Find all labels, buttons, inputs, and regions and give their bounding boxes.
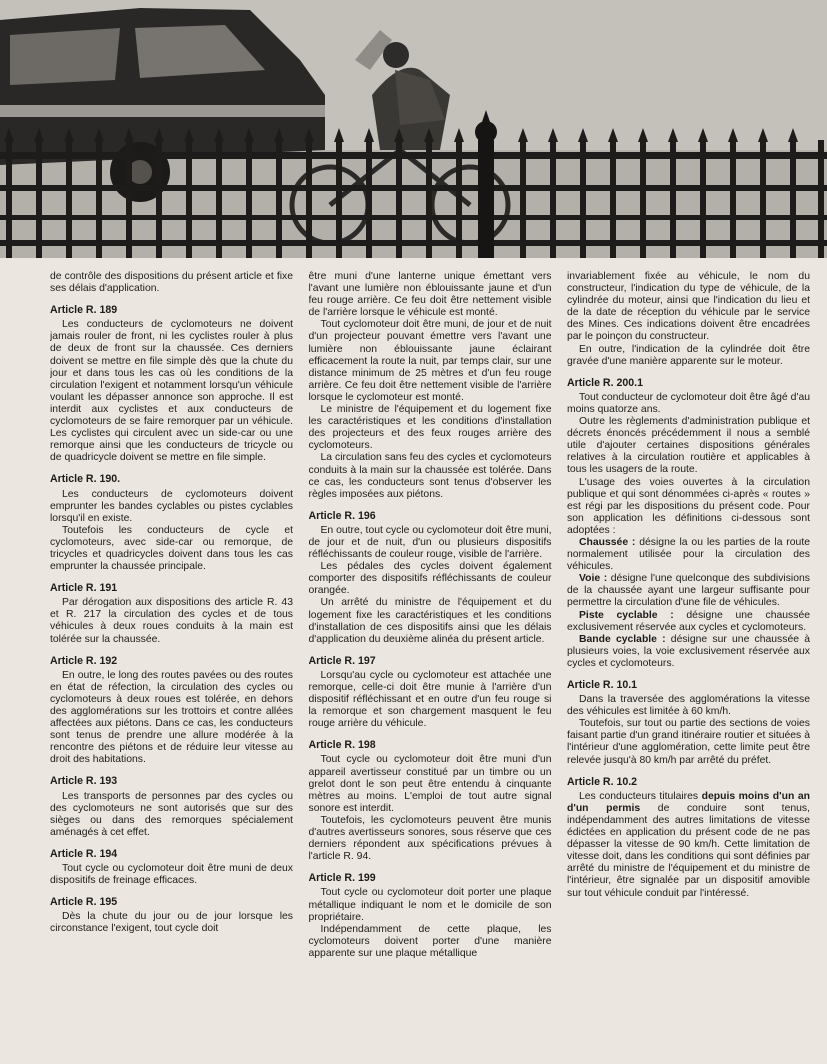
moped-railing-photo — [0, 0, 827, 258]
body-paragraph: Tout cycle ou cyclomoteur doit être muni d'un appareil avertisseur constitué par un timbre ou un grelot dont le son peut être entendu à cinquante mètres au moins. L'emploi de tout autre signal sonore est interdit. — [308, 754, 552, 814]
text-column-1 — [50, 271, 293, 1061]
article-heading: Article R. 198 — [308, 739, 376, 752]
body-paragraph: être muni d'une lanterne unique émettant vers l'avant une lumière non éblouissante jaune et d'un feu rouge arrière. Ce feu doit être nettement visible de l'arrière lorsque le véhicule est monté. — [308, 271, 552, 319]
definition-text: désigne la ou les parties de la route normalement utilisée pour la circulation des véhicules. — [567, 536, 810, 573]
emphasized-text: depuis moins d'un an d'un permis — [567, 790, 810, 814]
paragraph-lead: Les conducteurs titulaires — [579, 790, 702, 802]
article-heading: Article R. 199 — [308, 872, 376, 885]
definition-term: Piste cyclable : — [579, 609, 674, 621]
definition-term: Chaussée : — [579, 536, 636, 548]
definition-text: désigne sur une chaussée à plusieurs voies, la voie exclusivement réservée aux cycles et cyclomoteurs. — [567, 633, 810, 669]
article-heading: Article R. 10.1 — [567, 679, 638, 691]
body-paragraph: Outre les règlements d'administration publique et décrets énoncés précédemment il nous a semblé utile d'ajouter certaines dispositions générales relatives à la circulation routière et applicables à tous les usagers de la route. — [567, 416, 810, 476]
body-paragraph: Un arrêté du ministre de l'équipement et du logement fixe les caractéristiques et les conditions d'installation de ces dispositifs ainsi que les délais d'application du deuxième alinéa du présent article. — [308, 597, 552, 645]
article-heading: Article R. 10.2 — [567, 775, 638, 788]
body-paragraph: invariablement fixée au véhicule, le nom du constructeur, l'indication du type de véhicule, de la cylindrée du moteur, ainsi que l'indication du lieu et de la date de réception du véhicule par le service des Mines. Ces indications doivent être encadrées par le poinçon du constructeur. — [567, 271, 810, 343]
body-paragraph: En outre, l'indication de la cylindrée doit être gravée d'une manière apparente sur le moteur. — [567, 343, 810, 367]
body-paragraph: Indépendamment de cette plaque, les cyclomoteurs doivent porter d'une manière apparente sur une plaque métallique — [308, 923, 552, 959]
article-heading: Article R. 190. — [50, 473, 121, 486]
body-paragraph: Tout conducteur de cyclomoteur doit être âgé d'au moins quatorze ans. — [567, 391, 810, 415]
body-paragraph: Toutefois, sur tout ou partie des sections de voies faisant partie d'un grand itinéraire routier et situées à l'intérieur d'une agglomération, cette limite peut être relevée jusqu'à 80 km/h par arrêté du préfet. — [567, 718, 810, 766]
definition-paragraph — [567, 634, 810, 670]
body-paragraph: L'usage des voies ouvertes à la circulation publique et qui sont dénommées ci-après « routes » est régi par les dispositions du présent code. Pour son application les définitions ci-dessous sont adoptées : — [567, 476, 810, 536]
body-paragraph: Dès la chute du jour ou de jour lorsque les circonstance l'exigent, tout cycle doit — [50, 911, 293, 935]
article-heading: Article R. 197 — [308, 654, 376, 667]
article-heading: Article R. 195 — [50, 896, 118, 909]
body-paragraph: Tout cycle ou cyclomoteur doit porter une plaque métallique indiquant le nom et le domicile de son propriétaire. — [308, 887, 552, 923]
body-paragraph: Toutefois les conducteurs de cycle et cyclomoteurs, avec side-car ou remorque, de tricycles et quadricycles doivent dans tous les cas emprunter la chaussée principale. — [50, 524, 293, 573]
body-paragraph: Tout cyclomoteur doit être muni, de jour et de nuit d'un projecteur pouvant émettre vers l'avant une lumière non éblouissante jaune éclairant efficacement la route la nuit, par temps clair, sur une distance minimum de 25 mètres et d'un feu rouge arrière. Ce feu doit être nettement visible de l'arrière lorsque le cyclomoteur est monté. — [308, 319, 552, 403]
definition-text: désigne une chaussée exclusivement réservée aux cycles et cyclomoteurs. — [567, 609, 810, 633]
text-column-3 — [567, 271, 810, 1061]
article-heading: Article R. 193 — [50, 775, 118, 788]
definition-paragraph — [567, 573, 810, 609]
article-heading: Article R. 191 — [50, 582, 118, 595]
body-paragraph: Les pédales des cycles doivent également comporter des dispositifs réfléchissants de couleur orangée. — [308, 561, 552, 597]
article-heading: Article R. 189 — [50, 304, 118, 317]
article-heading: Article R. 196 — [308, 509, 376, 522]
body-paragraph: Les conducteurs de cyclomoteurs doivent emprunter les bandes cyclables ou pistes cyclables lorsqu'il en existe. — [50, 488, 293, 524]
article-heading: Article R. 200.1 — [567, 376, 643, 389]
body-paragraph — [567, 791, 810, 900]
paragraph-rest: de conduire sont tenus, indépendamment des autres limitations de vitesse édictées en application du présent code de ne pas dépasser la vitesse de 90 km/h. Cette limitation de vitesse doit, dans les conditions qui sont définies par arrêté du ministre de l'équipement et du ministre de l'intérieur, être signalée par un dispositif amovible sur tout véhicule conduit par l'intéressé. — [567, 802, 810, 899]
definition-paragraph — [567, 537, 810, 573]
body-paragraph: Dans la traversée des agglomérations la vitesse des véhicules est limitée à 60 km/h. — [567, 694, 810, 718]
header-photo — [0, 0, 827, 258]
article-heading: Article R. 192 — [50, 654, 118, 667]
body-paragraph: Les conducteurs de cyclomoteurs ne doivent jamais rouler de front, ni les cyclistes rouler à plus de deux de front sur la chaussée. Ces derniers doivent se mettre en file simple dès que la chute du jour et dans tous les cas où les conditions de la circulation l'exigent et notamment lorsqu'un véhicule voulant les dépasser annonce son approche. Il est interdit aux cyclistes et aux conducteurs de cyclomoteurs de se faire remorquer par un véhicule. Les cyclistes qui circulent avec un side-car ou une remorque ainsi que les conducteurs de tricycle ou de quadricycle doivent se mettre en file simple. — [50, 319, 293, 464]
body-paragraph: En outre, le long des routes pavées ou des routes en état de réfection, la circulation des cycles ou cyclomoteurs à deux roues est tolérée, en dehors des agglomérations sur les trottoirs et contre allées affectées aux piétons. Dans ce cas, les conducteurs sont tenus de prendre une allure modérée à la rencontre des piétons et de réduire leur vitesse au droit des habitations. — [50, 669, 293, 766]
text-column-2 — [309, 271, 552, 1061]
body-paragraph: Le ministre de l'équipement et du logement fixe les caractéristiques et les conditions d'installation des projecteurs et des feux rouges arrière des cyclomoteurs. — [308, 404, 552, 452]
body-paragraph: En outre, tout cycle ou cyclomoteur doit être muni, de jour et de nuit, d'un ou plusieurs dispositifs réfléchissants de couleur rouge, visible de l'arrière. — [308, 524, 552, 561]
article-heading: Article R. 194 — [50, 847, 118, 860]
body-paragraph: Toutefois, les cyclomoteurs peuvent être munis d'autres avertisseurs sonores, sous réserve que ces derniers répondent aux spécifications prévues à l'article R. 94. — [308, 814, 552, 863]
body-paragraph: de contrôle des dispositions du présent article et fixe ses délais d'application. — [50, 271, 293, 295]
body-paragraph: La circulation sans feu des cycles et cyclomoteurs conduits à la main sur la chaussée est tolérée. Dans ce cas, les conducteurs sont tenus d'observer les règles imposées aux piétons. — [308, 452, 552, 500]
body-paragraph: Lorsqu'au cycle ou cyclomoteur est attachée une remorque, celle-ci doit être munie à l'arrière d'un dispositif réfléchissant et en outre d'un feu rouge si la remorque et son chargement masquent le feu rouge arrière du véhicule. — [308, 669, 552, 730]
definition-text: désigne l'une quelconque des subdivisions de la chaussée ayant une largeur suffisante pour permettre la circulation d'une file de véhicules. — [567, 573, 810, 609]
article-columns — [50, 271, 810, 1061]
definition-term: Voie : — [579, 573, 608, 585]
body-paragraph: Par dérogation aux dispositions des article R. 43 et R. 217 la circulation des cycles et de tous véhicules à deux roues conduits à la main est tolérée sur la chaussée. — [50, 597, 293, 645]
body-paragraph: Tout cycle ou cyclomoteur doit être muni de deux dispositifs de freinage efficaces. — [50, 863, 293, 887]
definition-paragraph — [567, 610, 810, 634]
body-paragraph: Les transports de personnes par des cycles ou des cyclomoteurs ne sont autorisés que sur des sièges ou dans des remorques spécialement aménagés à cet effet. — [50, 790, 293, 838]
definition-term: Bande cyclable : — [579, 633, 666, 645]
